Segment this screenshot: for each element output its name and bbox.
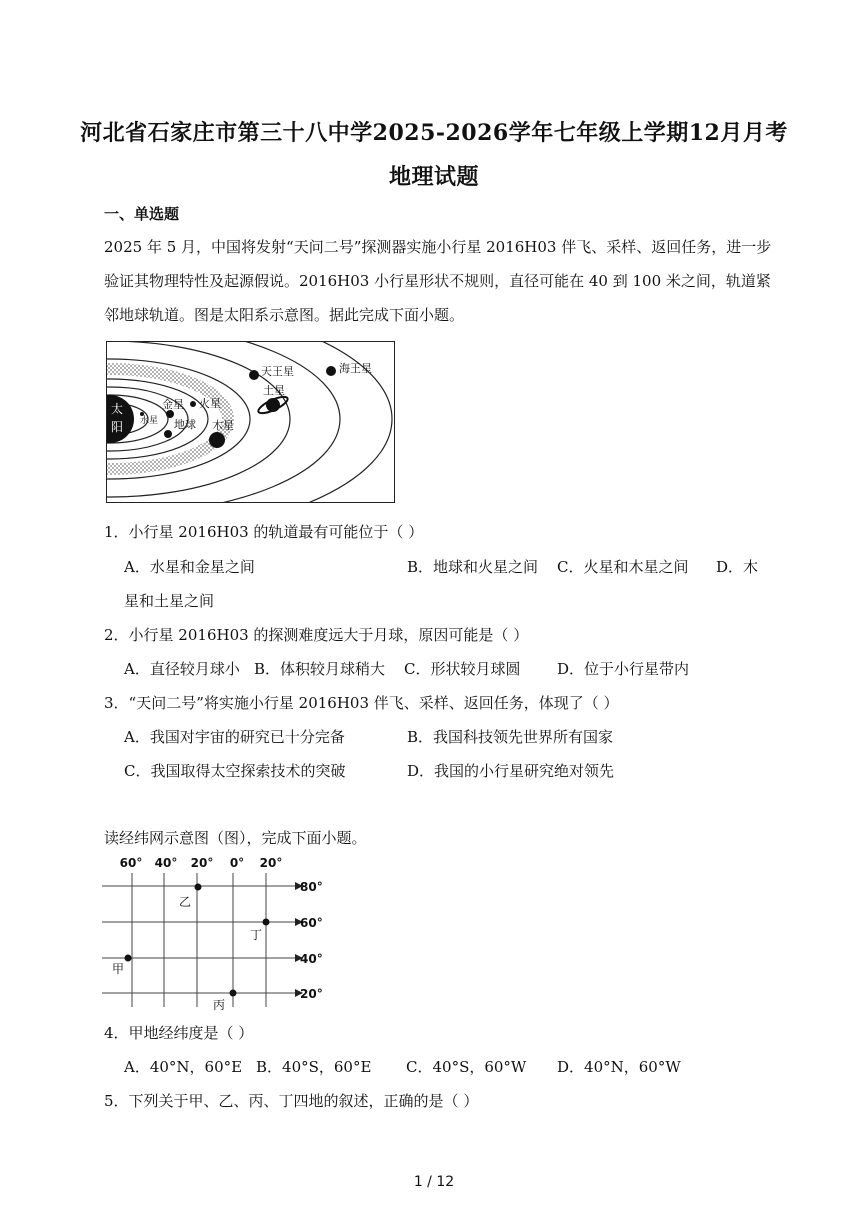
point-yi-label: 乙 (179, 895, 192, 909)
question-3-stem: 3．“天问二号”将实施小行星 2016H03 伴飞、采样、返回任务，体现了（ ） (104, 694, 619, 712)
document-title-line-1: 河北省石家庄市第三十八中学2025-2026学年七年级上学期12月月考 (80, 120, 788, 146)
point-jia-label: 甲 (112, 962, 125, 976)
question-3-option-a[interactable]: A．我国对宇宙的研究已十分完备 (124, 728, 345, 746)
latitude-longitude-grid (100, 853, 340, 1013)
intro-line-2: 验证其物理特性及起源假说。2016H03 小行星形状不规则，直径可能在 40 到 100 米之间，轨道紧 (104, 272, 771, 290)
page-number: 1 / 12 (413, 1174, 455, 1190)
lon-label-40: 40° (154, 856, 178, 870)
mars-label: 火星 (199, 397, 221, 410)
lat-label-20: 20° (300, 987, 323, 1001)
question-1-option-b[interactable]: B．地球和火星之间 (407, 558, 539, 576)
sun-label-bottom: 阳 (110, 420, 124, 434)
question-3-option-c[interactable]: C．我国取得太空探索技术的突破 (124, 762, 346, 780)
intro-line-1: 2025 年 5 月，中国将发射“天问二号”探测器实施小行星 2016H03 伴飞、采样、返回任务，进一步 (104, 238, 772, 256)
saturn-dot (266, 398, 280, 412)
point-ding-label: 丁 (250, 928, 263, 942)
question-1-option-d[interactable]: D．木 (716, 558, 759, 576)
question-2-option-d[interactable]: D．位于小行星带内 (557, 660, 690, 678)
question-1-stem: 1．小行星 2016H03 的轨道最有可能位于（ ） (104, 523, 424, 541)
grid-intro-text: 读经纬网示意图（图），完成下面小题。 (104, 829, 367, 847)
venus-label: 金星 (162, 398, 184, 411)
mercury-label: 水星 (140, 416, 159, 426)
jupiter-label: 木星 (212, 419, 234, 432)
lon-label-0: 0° (229, 856, 245, 870)
lon-label-20-left: 20° (190, 856, 214, 870)
question-4-option-a[interactable]: A．40°N，60°E (124, 1058, 243, 1076)
question-1-option-a[interactable]: A．水星和金星之间 (124, 558, 255, 576)
intro-line-3: 邻地球轨道。图是太阳系示意图。据此完成下面小题。 (104, 306, 465, 324)
question-4-option-b[interactable]: B．40°S，60°E (256, 1058, 372, 1076)
solar-system-diagram (106, 341, 395, 503)
question-2-option-a[interactable]: A．直径较月球小 (124, 660, 240, 678)
question-3-option-b[interactable]: B．我国科技领先世界所有国家 (407, 728, 614, 746)
mars-dot (190, 401, 196, 407)
earth-dot (164, 430, 172, 438)
lat-label-40: 40° (300, 952, 323, 966)
point-ding (263, 919, 270, 926)
jupiter-dot (209, 432, 225, 448)
question-4-option-d[interactable]: D．40°N，60°W (557, 1058, 681, 1076)
question-3-option-d[interactable]: D．我国的小行星研究绝对领先 (407, 762, 615, 780)
question-1-option-d-continued: 星和土星之间 (124, 592, 215, 610)
sun-label-top: 太 (110, 402, 124, 416)
venus-dot (166, 410, 174, 418)
section-heading-single-choice: 一、单选题 (104, 205, 180, 223)
uranus-dot (249, 370, 259, 380)
question-2-option-b[interactable]: B．体积较月球稍大 (254, 660, 386, 678)
point-jia (125, 955, 132, 962)
neptune-label: 海王星 (339, 362, 372, 375)
question-4-option-c[interactable]: C．40°S，60°W (406, 1058, 527, 1076)
point-bing-label: 丙 (213, 998, 226, 1012)
lat-label-80: 80° (300, 880, 323, 894)
lon-label-60: 60° (119, 856, 143, 870)
saturn-label: 土星 (263, 384, 285, 397)
lon-label-20-right: 20° (259, 856, 283, 870)
neptune-dot (326, 366, 336, 376)
point-bing (230, 990, 237, 997)
earth-label: 地球 (174, 418, 196, 431)
question-2-stem: 2．小行星 2016H03 的探测难度远大于月球，原因可能是（ ） (104, 626, 529, 644)
uranus-label: 天王星 (261, 365, 294, 378)
question-1-option-c[interactable]: C．火星和木星之间 (557, 558, 689, 576)
question-2-option-c[interactable]: C．形状较月球圆 (404, 660, 521, 678)
question-4-stem: 4．甲地经纬度是（ ） (104, 1024, 254, 1042)
point-yi (195, 884, 202, 891)
document-title-line-2: 地理试题 (388, 164, 479, 190)
lat-label-60: 60° (300, 916, 323, 930)
question-5-stem: 5．下列关于甲、乙、丙、丁四地的叙述，正确的是（ ） (104, 1092, 479, 1110)
